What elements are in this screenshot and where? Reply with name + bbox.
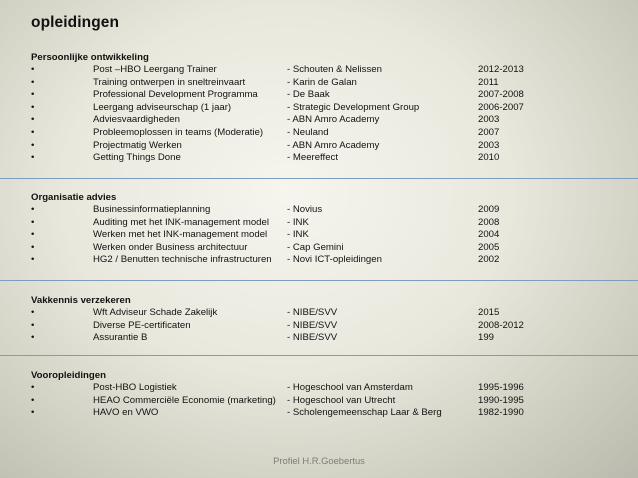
list-item bbox=[31, 140, 611, 153]
list-item bbox=[31, 307, 611, 320]
list-item bbox=[31, 77, 611, 90]
course-provider: - Cap Gemini bbox=[287, 241, 344, 253]
course-provider: - Strategic Development Group bbox=[287, 101, 420, 113]
section-persoonlijke-ontwikkeling bbox=[31, 52, 611, 165]
list-item bbox=[31, 89, 611, 102]
course-year: 2015 bbox=[478, 307, 500, 318]
bullet: • bbox=[31, 76, 35, 88]
course-provider: - Karin de Galan bbox=[287, 76, 357, 88]
bullet: • bbox=[31, 332, 35, 344]
course-year: 2007 bbox=[478, 126, 500, 138]
course-name: Professional Development Programma bbox=[93, 89, 258, 101]
page-title: opleidingen bbox=[31, 14, 120, 31]
course-provider: - Hogeschool van Utrecht bbox=[287, 394, 396, 406]
course-provider: - Novius bbox=[287, 204, 323, 215]
list-item bbox=[31, 217, 611, 230]
section-divider bbox=[0, 355, 638, 356]
course-year: 2011 bbox=[478, 76, 499, 88]
section-vooropleidingen bbox=[31, 370, 611, 420]
course-name: Wft Adviseur Schade Zakelijk bbox=[93, 307, 218, 318]
course-year: 2004 bbox=[478, 229, 500, 241]
course-year: 2009 bbox=[478, 204, 500, 215]
list-item bbox=[31, 382, 611, 395]
course-provider: - Neuland bbox=[287, 126, 329, 138]
bullet: • bbox=[31, 89, 35, 101]
list-item bbox=[31, 242, 611, 255]
course-year: 2002 bbox=[478, 254, 500, 266]
course-provider: - Novi ICT-opleidingen bbox=[287, 254, 382, 266]
list-item bbox=[31, 229, 611, 242]
course-provider: - Schouten & Nelissen bbox=[287, 64, 382, 75]
course-name: Diverse PE-certificaten bbox=[93, 319, 191, 331]
course-name: Werken onder Business architectuur bbox=[93, 241, 248, 253]
course-provider: - INK bbox=[287, 229, 309, 241]
bullet: • bbox=[31, 254, 35, 266]
bullet: • bbox=[31, 319, 35, 331]
section-heading: Vakkennis verzekeren bbox=[31, 295, 131, 306]
course-name: Werken met het INK-management model bbox=[93, 229, 268, 241]
list-item bbox=[31, 254, 611, 267]
course-year: 1990-1995 bbox=[478, 394, 524, 406]
bullet: • bbox=[31, 64, 35, 75]
course-provider: - Hogeschool van Amsterdam bbox=[287, 382, 413, 393]
section-organisatie-advies bbox=[31, 192, 611, 267]
section-divider bbox=[0, 280, 638, 281]
course-provider: - De Baak bbox=[287, 89, 330, 101]
list-item bbox=[31, 332, 611, 345]
list-item bbox=[31, 204, 611, 217]
course-name: HAVO en VWO bbox=[93, 407, 159, 419]
bullet: • bbox=[31, 382, 35, 393]
list-item bbox=[31, 64, 611, 77]
section-divider bbox=[0, 178, 638, 179]
bullet: • bbox=[31, 126, 35, 138]
bullet: • bbox=[31, 139, 35, 151]
course-year: 2003 bbox=[478, 139, 500, 151]
bullet: • bbox=[31, 114, 35, 126]
list-item bbox=[31, 127, 611, 140]
course-provider: - ABN Amro Academy bbox=[287, 139, 380, 151]
course-year: 2005 bbox=[478, 241, 500, 253]
bullet: • bbox=[31, 229, 35, 241]
list-item bbox=[31, 114, 611, 127]
list-item bbox=[31, 102, 611, 115]
bullet: • bbox=[31, 307, 35, 318]
course-year: 2010 bbox=[478, 152, 500, 164]
bullet: • bbox=[31, 241, 35, 253]
section-vakkennis-verzekeren bbox=[31, 295, 611, 345]
course-name: Projectmatig Werken bbox=[93, 139, 182, 151]
list-item bbox=[31, 395, 611, 408]
list-item bbox=[31, 407, 611, 420]
course-name: Assurantie B bbox=[93, 332, 148, 344]
course-year: 1982-1990 bbox=[478, 407, 524, 419]
course-year: 2008 bbox=[478, 216, 500, 228]
course-name: Adviesvaardigheden bbox=[93, 114, 180, 126]
course-year: 2012-2013 bbox=[478, 64, 524, 75]
bullet: • bbox=[31, 216, 35, 228]
course-name: HEAO Commerciële Economie (marketing) bbox=[93, 394, 276, 406]
section-heading: Organisatie advies bbox=[31, 192, 117, 203]
course-provider: - ABN Amro Academy bbox=[287, 114, 380, 126]
course-year: 2008-2012 bbox=[478, 319, 524, 331]
section-heading: Vooropleidingen bbox=[31, 370, 106, 381]
course-provider: - Scholengemeenschap Laar & Berg bbox=[287, 407, 442, 419]
course-name: Post –HBO Leergang Trainer bbox=[93, 64, 217, 75]
course-provider: - INK bbox=[287, 216, 309, 228]
bullet: • bbox=[31, 394, 35, 406]
course-year: 2003 bbox=[478, 114, 500, 126]
course-provider: - Meereffect bbox=[287, 152, 339, 164]
footer-text: Profiel H.R.Goebertus bbox=[273, 455, 365, 466]
course-name: Probleemoplossen in teams (Moderatie) bbox=[93, 126, 264, 138]
list-item bbox=[31, 152, 611, 165]
course-provider: - NIBE/SVV bbox=[287, 332, 338, 344]
course-year: 2006-2007 bbox=[478, 101, 524, 113]
course-name: Auditing met het INK-management model bbox=[93, 216, 269, 228]
course-provider: - NIBE/SVV bbox=[287, 307, 338, 318]
course-year: 199 bbox=[478, 332, 495, 344]
course-name: Getting Things Done bbox=[93, 152, 181, 164]
bullet: • bbox=[31, 152, 35, 164]
section-heading: Persoonlijke ontwikkeling bbox=[31, 52, 149, 63]
bullet: • bbox=[31, 101, 35, 113]
course-name: Post-HBO Logistiek bbox=[93, 382, 177, 393]
bullet: • bbox=[31, 204, 35, 215]
course-name: Businessinformatieplanning bbox=[93, 204, 211, 215]
course-name: Training ontwerpen in sneltreinvaart bbox=[93, 76, 246, 88]
course-provider: - NIBE/SVV bbox=[287, 319, 338, 331]
course-year: 1995-1996 bbox=[478, 382, 524, 393]
course-year: 2007-2008 bbox=[478, 89, 524, 101]
list-item bbox=[31, 320, 611, 333]
course-name: HG2 / Benutten technische infrastructuren bbox=[93, 254, 272, 266]
bullet: • bbox=[31, 407, 35, 419]
course-name: Leergang adviseurschap (1 jaar) bbox=[93, 101, 232, 113]
